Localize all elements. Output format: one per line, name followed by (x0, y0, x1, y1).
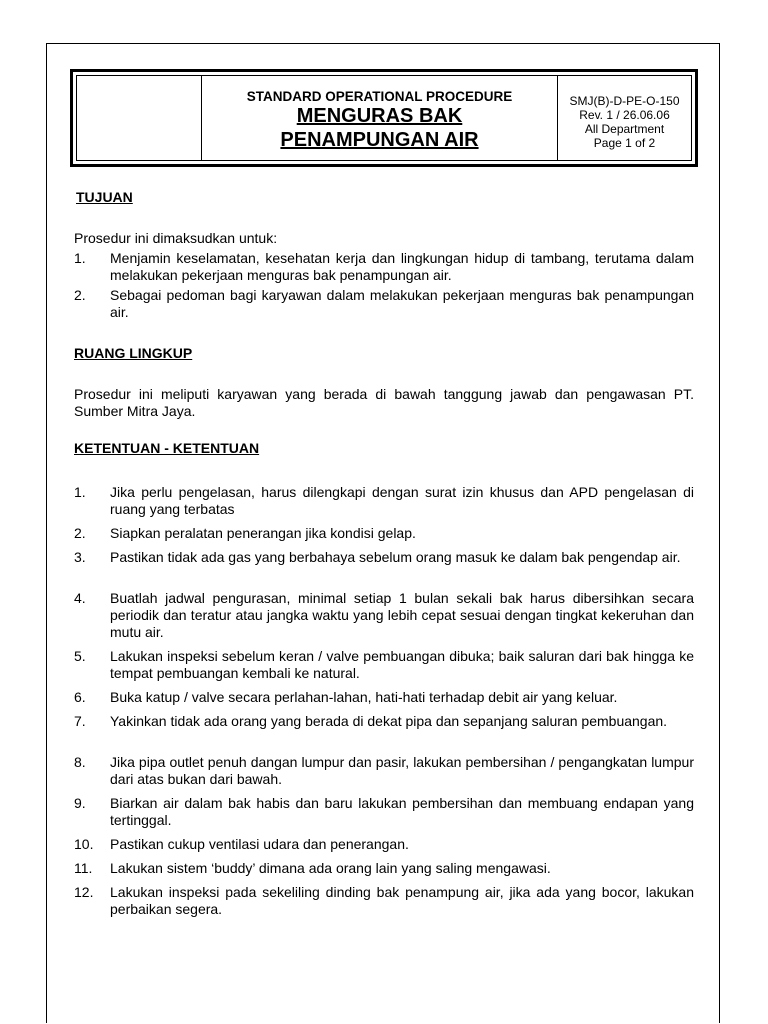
item-text: Jika pipa outlet penuh dangan lumpur dan pasir, lakukan pembersihan / pengangkatan lumpur dari atas bukan dari bawah. (110, 754, 694, 787)
item-text: Buatlah jadwal pengurasan, minimal setiap 1 bulan sekali bak harus dibersihkan secara periodik dan teratur atau jangka waktu yang lebih cepat sesuai dengan tingkat kekeruhan dan mutu air. (110, 590, 694, 640)
item-text: Biarkan air dalam bak habis dan baru lakukan pembersihan dan membuang endapan yang tertinggal. (110, 795, 694, 828)
meta-cell (558, 76, 691, 160)
item-text: Pastikan cukup ventilasi udara dan penerangan. (110, 836, 409, 852)
item-number: 7. (74, 713, 86, 729)
item-text: Menjamin keselamatan, kesehatan kerja dan lingkungan hidup di tambang, terutama dalam melakukan pekerjaan menguras bak penampungan air. (110, 250, 694, 283)
title-cell (202, 76, 558, 160)
item-number: 11. (74, 860, 93, 876)
item-text: Buka katup / valve secara perlahan-lahan, hati-hati terhadap debit air yang keluar. (110, 689, 618, 705)
item-number: 10. (74, 836, 94, 852)
item-text: Lakukan inspeksi pada sekeliling dinding bak penampung air, jika ada yang bocor, lakukan perbaikan segera. (110, 884, 694, 917)
heading-ruang-lingkup: RUANG LINGKUP (74, 345, 193, 361)
item-number: 1. (74, 484, 86, 500)
doc-code: SMJ(B)-D-PE-O-150 (569, 94, 680, 108)
revision: Rev. 1 / 26.06.06 (579, 108, 670, 122)
item-number: 3. (74, 549, 86, 565)
logo-cell (77, 76, 202, 160)
item-text: Yakinkan tidak ada orang yang berada di dekat pipa dan sepanjang saluran pembuangan. (110, 713, 668, 729)
tujuan-intro: Prosedur ini dimaksudkan untuk: (74, 230, 278, 246)
heading-tujuan: TUJUAN (76, 189, 133, 205)
item-number: 1. (74, 250, 86, 266)
item-text: Jika perlu pengelasan, harus dilengkapi dengan surat izin khusus dan APD pengelasan di ruang yang terbatas (110, 484, 694, 517)
ruang-lingkup-text: Prosedur ini meliputi karyawan yang berada di bawah tanggung jawab dan pengawasan PT. Sumber Mitra Jaya. (74, 386, 694, 419)
item-text: Pastikan tidak ada gas yang berbahaya sebelum orang masuk ke dalam bak pengendap air. (110, 549, 681, 565)
item-text: Siapkan peralatan penerangan jika kondisi gelap. (110, 525, 416, 541)
item-number: 5. (74, 648, 86, 664)
item-number: 8. (74, 754, 86, 770)
header-table (70, 69, 698, 167)
item-number: 12. (74, 884, 94, 900)
item-number: 6. (74, 689, 86, 705)
page-number: Page 1 of 2 (593, 136, 656, 150)
document-title-line2: PENAMPUNGAN AIR (280, 128, 479, 151)
heading-ketentuan: KETENTUAN - KETENTUAN (74, 440, 260, 456)
item-number: 2. (74, 287, 86, 303)
item-number: 9. (74, 795, 86, 811)
sop-label: STANDARD OPERATIONAL PROCEDURE (246, 88, 513, 104)
document-title-line1: MENGURAS BAK (296, 104, 463, 127)
department: All Department (584, 122, 665, 136)
item-text: Sebagai pedoman bagi karyawan dalam melakukan pekerjaan menguras bak penampungan air. (110, 287, 694, 320)
item-number: 2. (74, 525, 86, 541)
item-text: Lakukan sistem ‘buddy’ dimana ada orang lain yang saling mengawasi. (110, 860, 551, 876)
item-number: 4. (74, 590, 86, 606)
item-text: Lakukan inspeksi sebelum keran / valve pembuangan dibuka; baik saluran dari bak hingga ke tempat pembuangan kembali ke natural. (110, 648, 694, 681)
